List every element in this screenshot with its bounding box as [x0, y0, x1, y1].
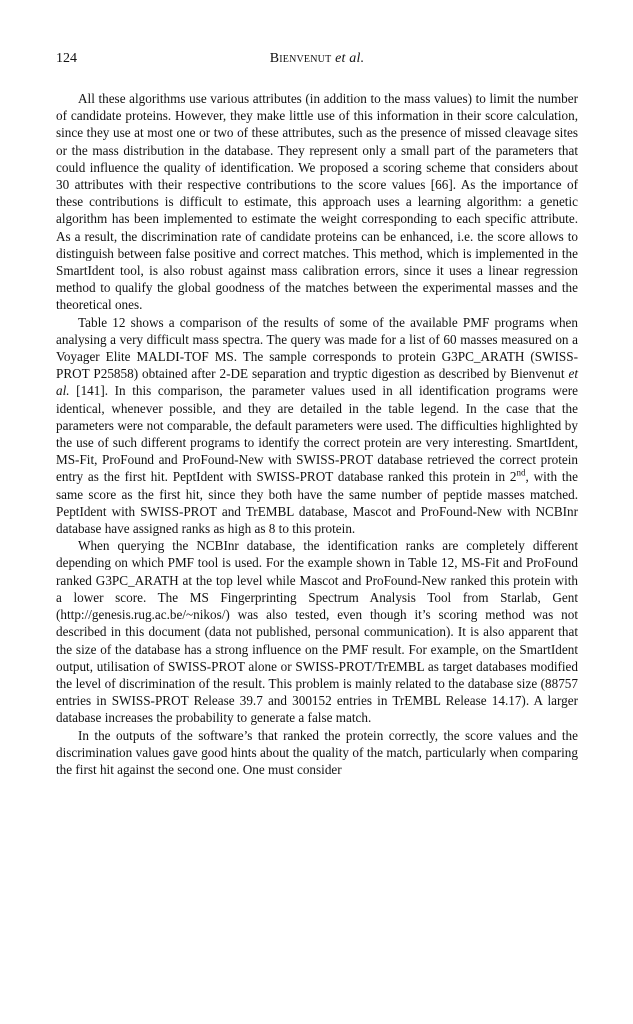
paragraph-2 — [56, 314, 578, 538]
paragraph-1: All these algorithms use various attributes (in addition to the mass values) to limit the number of candidate proteins. However, they make little use of this information in their score calculation, since they use at most one or two of these attributes, such as the presence of missed cleavage sites or the mass distribution in the database. They represent only a small part of the parameters that could influence the quality of identification. We proposed a scoring scheme that considers about 30 attributes with their respective contributions to the score values [66]. As the importance of these contributions is difficult to estimate, this approach uses a learning algorithm: a genetic algorithm has been implemented to estimate the weight corresponding to each specific attribute. As a result, the discrimination rate of candidate proteins can be enhanced, i.e. the score allows to distinguish between false positive and correct matches. This method, which is implemented in the SmartIdent tool, is also robust against mass calibration errors, since it uses a linear regression method to qualify the global goodness of the matches between the experimental masses and the theoretical ones. — [56, 91, 578, 313]
paragraph-4: In the outputs of the software’s that ranked the protein correctly, the score values and the discrimination values gave good hints about the quality of the match, particularly when comparing the first hit against the second one. One must consider — [56, 727, 578, 777]
paragraph-2-part-c: , with the same score as the first hit, since they both have the same number of peptide masses matched. PeptIdent with SWISS-PROT and TrEMBL database, Mascot and ProFound-New with NCBInr database have assigned ranks as high as 8 to this protein. — [56, 469, 578, 537]
paragraph-2-part-a: Table 12 shows a comparison of the results of some of the available PMF programs when analysing a very difficult mass spectra. The query was made for a list of 60 masses measured on a Voyager Elite MALDI-TOF MS. The sample corresponds to protein G3PC_ARATH (SWISS-PROT P25858) obtained after 2-DE separation and tryptic digestion as described by Bienvenut — [56, 314, 578, 382]
page-header — [56, 51, 578, 71]
body-text — [56, 90, 578, 778]
paragraph-2-etal: et al. — [56, 366, 579, 399]
paragraph-3: When querying the NCBInr database, the identification ranks are completely different depending on which PMF tool is used. For the example shown in Table 12, MS-Fit and ProFound ranked G3PC_ARATH at the top level while Mascot and ProFound-New ranked this protein with a lower score. The MS Fingerprinting Spectrum Analysis Tool from Starlab, Gent (http://genesis.rug.ac.be/~nikos/) was also tested, even though it’s scoring method was not described in this document (data not published, personal communication). It is also apparent that the size of the database has a strong influence on the PMF result. For example, on the SmartIdent output, utilisation of SWISS-PROT alone or SWISS-PROT/TrEMBL as target databases modified the level of discrimination of the result. This problem is mainly related to the database size (88757 entries in SWISS-PROT Release 39.7 and 300152 entries in TrEMBL Release 14.17). A larger database increases the probability to generate a false match. — [56, 538, 578, 726]
paragraph-2-part-b: [141]. In this comparison, the parameter values used in all identification programs were identical, whenever possible, and they are detailed in the table legend. In the case that the parameters were not comparable, the default parameters were used. The difficulties highlighted by the use of such different programs to identify the correct protein are very interesting. SmartIdent, MS-Fit, ProFound and ProFound-New with SWISS-PROT database retrieved the correct protein entry as the first hit. PeptIdent with SWISS-PROT database ranked this protein in 2 — [56, 383, 578, 485]
ordinal-superscript: nd — [516, 468, 526, 479]
page-number: 124 — [56, 51, 77, 66]
running-head — [56, 51, 578, 67]
running-head-etal: et al. — [335, 51, 365, 66]
running-head-authors: Bienvenut — [269, 51, 332, 66]
